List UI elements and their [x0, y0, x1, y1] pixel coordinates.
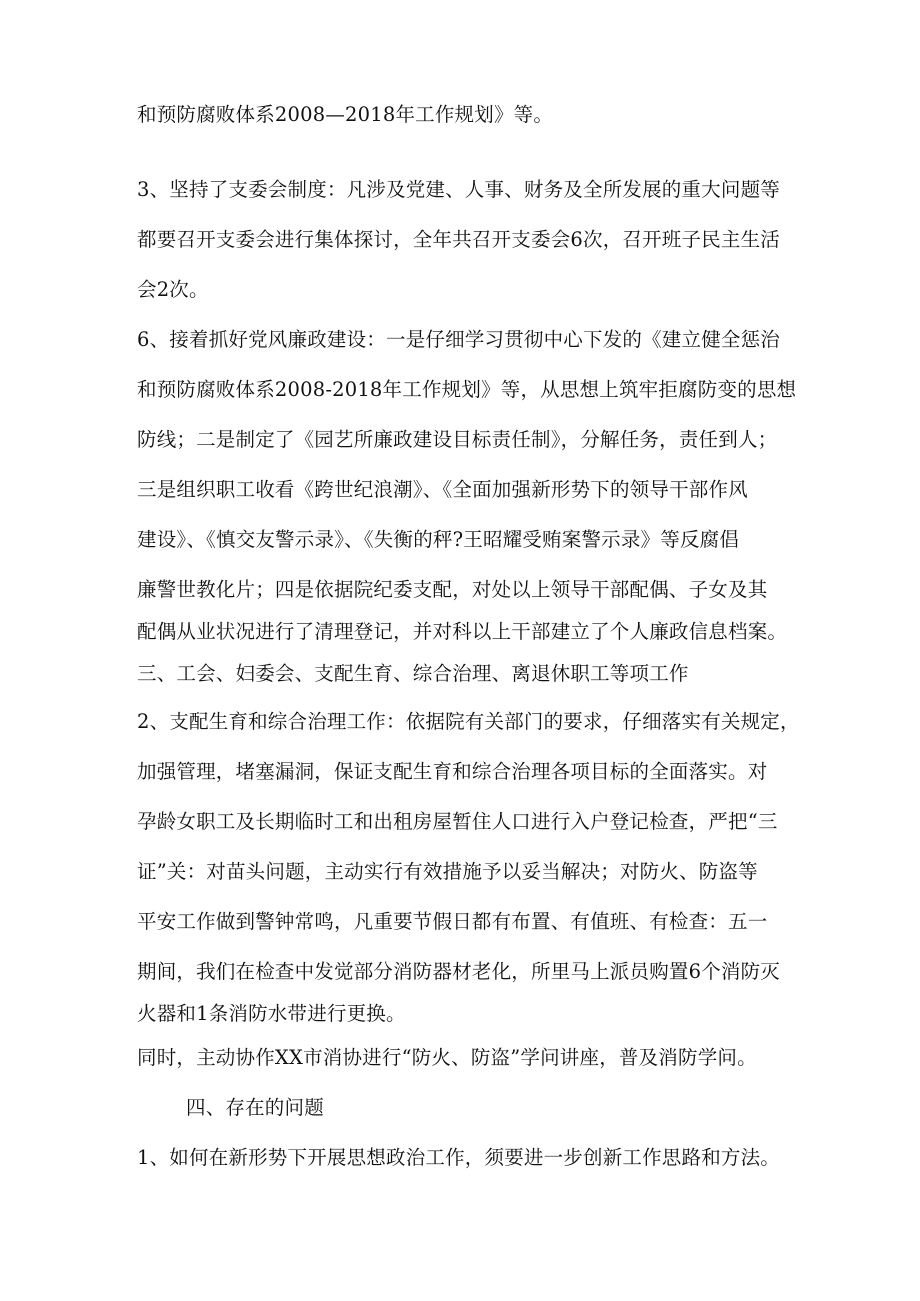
- text-line: 同时，主动协作XX市消协进行“防火、防盗”学问讲座，普及消防学问。: [137, 1046, 757, 1069]
- text-line: 防线；二是制定了《园艺所廉政建设目标责任制》，分解任务，责任到人；: [137, 428, 778, 451]
- text-line: 6、接着抓好党风廉政建设：一是仔细学习贯彻中心下发的《建立健全惩治: [137, 328, 781, 351]
- text-line: 加强管理，堵塞漏洞，保证支配生育和综合治理各项目标的全面落实。对: [137, 760, 768, 783]
- text-line: 1、如何在新形势下开展思想政治工作，须要进一步创新工作思路和方法。: [137, 1146, 781, 1169]
- text-line: 会2次。: [137, 278, 209, 301]
- text-line: 3、坚持了支委会制度：凡涉及党建、人事、财务及全所发展的重大问题等: [137, 178, 781, 201]
- text-line: 配偶从业状况进行了清理登记，并对科以上干部建立了个人廉政信息档案。: [137, 620, 788, 643]
- text-line: 都要召开支委会进行集体探讨，全年共召开支委会6次，召开班子民主生活: [137, 228, 781, 251]
- text-line: 证”关：对苗头问题，主动实行有效措施予以妥当解决；对防火、防盗等: [137, 860, 758, 883]
- section-heading: 四、存在的问题: [186, 1096, 324, 1119]
- text-line: 火器和1条消防水带进行更换。: [137, 1002, 406, 1025]
- text-line: 和预防腐败体系2008—2018年工作规划》等。: [137, 103, 554, 126]
- text-line: 2、支配生育和综合治理工作：依据院有关部门的要求，仔细落实有关规定，: [137, 710, 800, 733]
- text-line: 三是组织职工收看《跨世纪浪潮》、《全面加强新形势下的领导干部作风: [137, 478, 748, 501]
- text-line: 孕龄女职工及长期临时工和出租房屋暂住人口进行入户登记检查，严把“三: [137, 810, 778, 833]
- text-line: 廉警世教化片；四是依据院纪委支配，对处以上领导干部配偶、子女及其: [137, 578, 768, 601]
- section-heading: 三、工会、妇委会、支配生育、综合治理、离退休职工等项工作: [137, 662, 689, 685]
- text-line: 和预防腐败体系2008-2018年工作规划》等，从思想上筑牢拒腐防变的思想: [137, 378, 797, 401]
- text-line: 平安工作做到警钟常鸣，凡重要节假日都有布置、有值班、有检查：五一: [137, 910, 768, 933]
- text-line: 期间，我们在检查中发觉部分消防器材老化，所里马上派员购置6个消防灭: [137, 960, 781, 983]
- text-line: 建设》、《慎交友警示录》、《失衡的秤?王昭耀受贿案警示录》等反腐倡: [137, 528, 740, 551]
